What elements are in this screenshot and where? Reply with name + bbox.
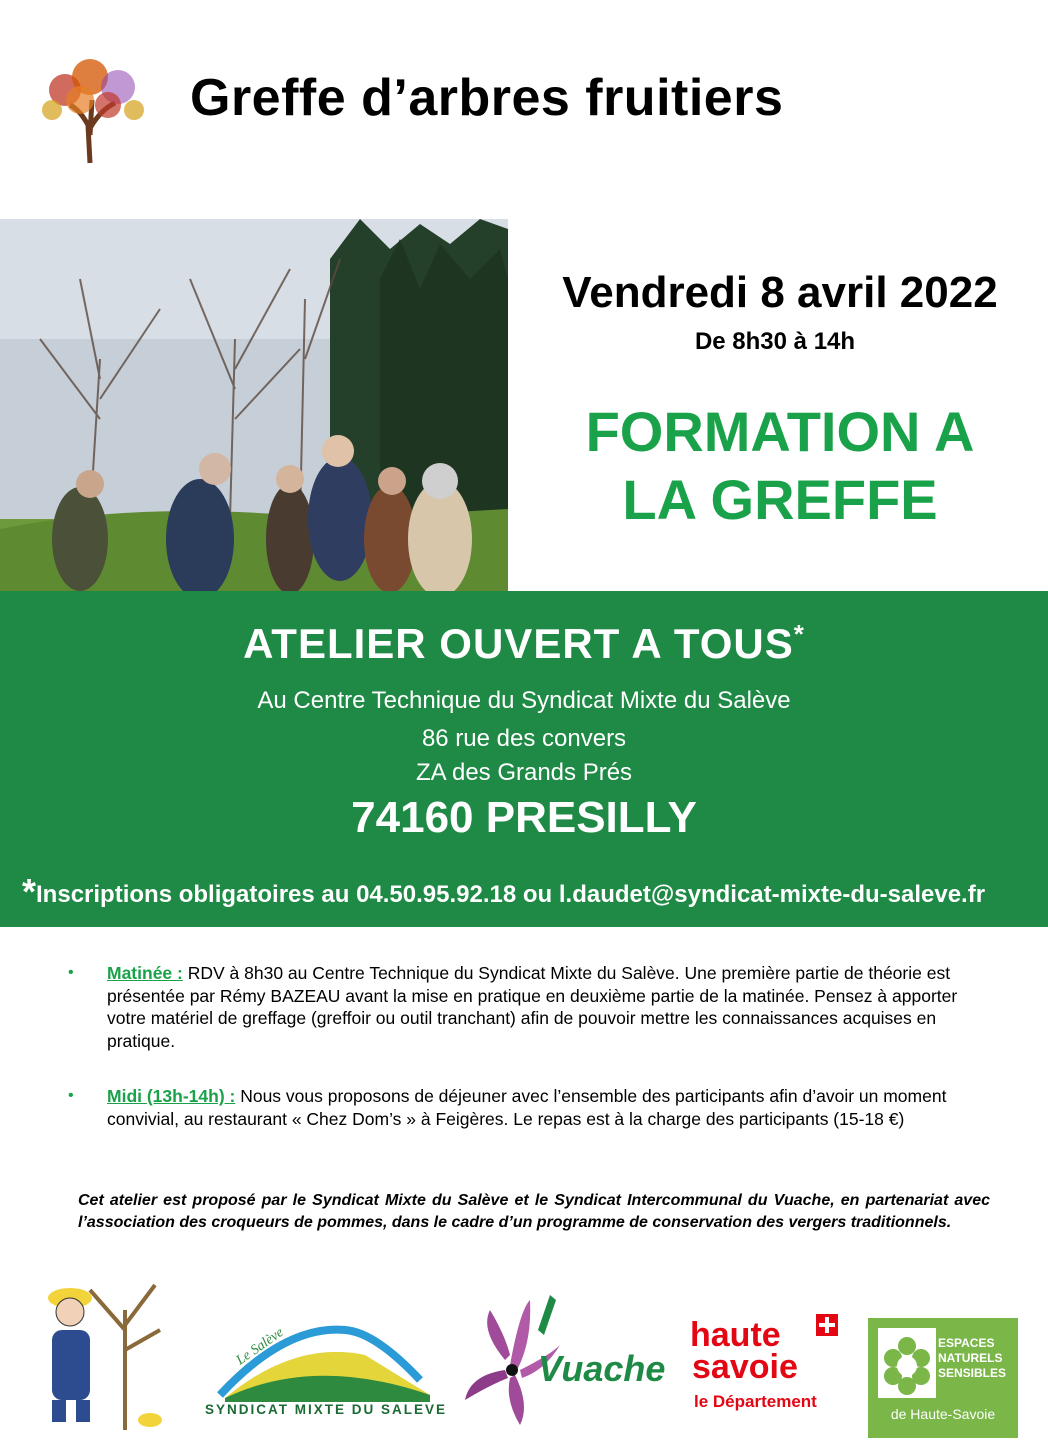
city: 74160 PRESILLY [351, 793, 697, 842]
atelier-heading [0, 619, 1048, 668]
event-headline [510, 398, 1048, 534]
program-label: Matinée : [107, 963, 183, 983]
saleve-logo [205, 1310, 448, 1420]
atelier-text: ATELIER OUVERT A TOUS [243, 620, 794, 667]
ens-line-1: ESPACES [938, 1336, 995, 1350]
vuache-wordmark: Vuache [538, 1348, 666, 1389]
ens-wordmark [938, 1336, 1006, 1381]
hs-line-1: haute [690, 1316, 781, 1354]
haute-savoie-logo [680, 1312, 845, 1422]
saleve-caption: SYNDICAT MIXTE DU SALEVE [205, 1402, 448, 1417]
saleve-mountain-icon [205, 1310, 440, 1405]
registration-text: Inscriptions obligatoires au 04.50.95.92.18 ou l.daudet@syndicat-mixte-du-saleve.fr [36, 881, 986, 908]
registration-info [22, 871, 1042, 913]
info-banner [0, 591, 1048, 927]
address-line-1: Au Centre Technique du Syndicat Mixte du Salève [257, 687, 791, 714]
program-text: RDV à 8h30 au Centre Technique du Syndicat Mixte du Salève. Une première partie de théorie est présentée par Rémy BAZEAU avant la mise en pratique en deuxième partie de la matinée. Pensez à apporter votre matériel de greffage (greffoir ou outil tranchant) afin de pouvoir mettre les connaissances acquises en pratique. [107, 963, 958, 1051]
event-hours: De 8h30 à 14h [694, 328, 856, 355]
partnership-note: Cet atelier est proposé par le Syndicat Mixte du Salève et le Syndicat Intercommunal du Vuache, en partenariat avec l’association des croqueurs de pommes, dans le cadre d’un programme de conservation des vergers traditionnels. [78, 1192, 990, 1231]
vuache-logo [460, 1290, 666, 1430]
ens-flower-icon [878, 1328, 936, 1398]
event-date: Vendredi 8 avril 2022 [562, 268, 998, 317]
hs-line-2: savoie [692, 1348, 798, 1386]
gardener-illustration-icon [30, 1270, 165, 1430]
ens-logo [868, 1318, 1018, 1438]
ens-line-3: SENSIBLES [938, 1366, 1007, 1380]
ens-line-2: NATURELS [938, 1351, 1003, 1365]
page-title: Greffe d’arbres fruitiers [190, 69, 784, 127]
program-text: Nous vous proposons de déjeuner avec l’ensemble des participants afin d’avoir un moment convivial, au restaurant « Chez Dom’s » à Feigères. Le repas est à la charge des participants (15-18 €) [107, 1086, 947, 1129]
atelier-star: * [793, 619, 805, 649]
bullet-icon: • [68, 964, 74, 981]
headline-line-1: FORMATION A [585, 400, 975, 463]
headline-line-2: LA GREFFE [622, 468, 938, 531]
address-line-2: 86 rue des convers [421, 725, 627, 752]
tree-logo-icon [30, 55, 155, 165]
program-label: Midi (13h-14h) : [107, 1086, 236, 1106]
saleve-script: Le Salève [233, 1324, 287, 1369]
ens-footer: de Haute-Savoie [890, 1406, 996, 1422]
hs-line-3: le Département [694, 1392, 817, 1411]
workshop-photo [0, 219, 508, 591]
program-item-lunch [68, 1085, 988, 1130]
savoie-cross-icon [816, 1314, 838, 1336]
program-item-morning [68, 962, 988, 1052]
bullet-icon: • [68, 1087, 74, 1104]
address-line-3: ZA des Grands Prés [415, 759, 633, 786]
registration-star: * [22, 871, 37, 912]
